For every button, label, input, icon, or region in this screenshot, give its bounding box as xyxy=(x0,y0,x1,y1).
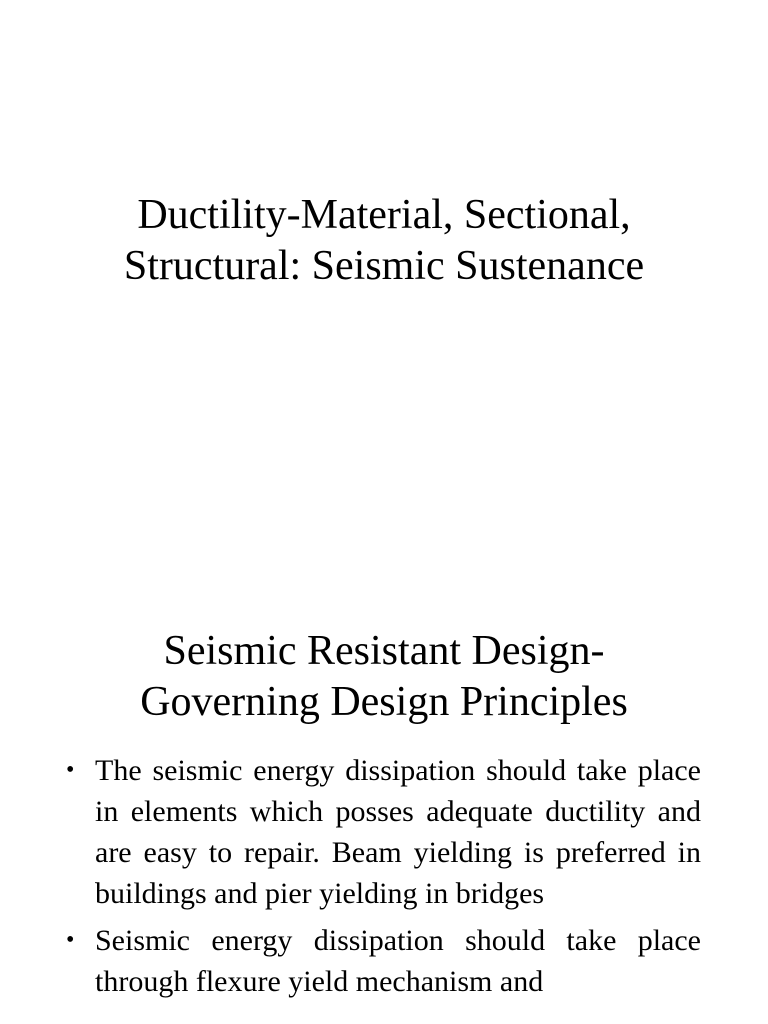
bullet-marker: • xyxy=(66,927,75,953)
slide-1-title-line-2: Structural: Seismic Sustenance xyxy=(123,243,645,289)
slide-2-bullet-list xyxy=(60,750,701,1008)
slide-2-title-line-2: Governing Design Principles xyxy=(140,679,628,725)
slide-2-title-line-1: Seismic Resistant Design- xyxy=(163,628,605,674)
bullet-item xyxy=(60,750,701,914)
bullet-text: The seismic energy dissipation should take place in elements which posses adequate ductility and are easy to repair. Beam yielding is preferred in buildings and pier yielding in bridges xyxy=(95,754,701,910)
bullet-item xyxy=(60,920,701,1002)
slide-2-title xyxy=(0,626,768,728)
bullet-text: Seismic energy dissipation should take place through flexure yield mechanism and xyxy=(95,924,701,998)
slide-1-title-line-1: Ductility-Material, Sectional, xyxy=(137,192,631,238)
slide-1-title xyxy=(0,190,768,292)
bullet-marker: • xyxy=(66,757,75,783)
